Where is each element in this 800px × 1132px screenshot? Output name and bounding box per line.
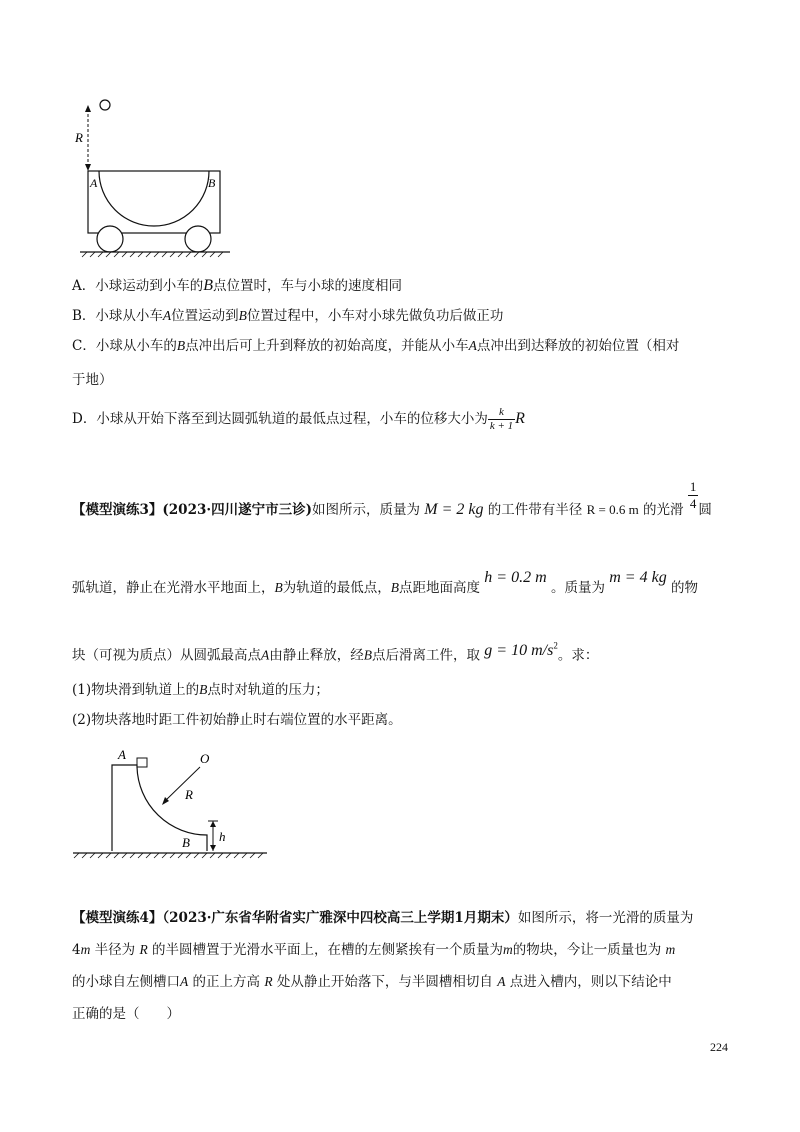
q3-sub2: (2)物块落地时距工件初始静止时右端位置的水平距离。 (72, 712, 402, 728)
svg-text:B: B (208, 176, 216, 190)
q4-line4: 正确的是（ ） (72, 1006, 180, 1022)
option-d: D．小球从开始下落至到达圆弧轨道的最低点过程，小车的位移大小为 $\frac{k}{k + 1}$ R (72, 406, 525, 432)
svg-text:B: B (182, 835, 190, 850)
workpiece (112, 765, 207, 851)
svg-text:A: A (118, 747, 126, 762)
q4-line3: 的小球自左侧槽口A 的正上方高 R 处从静止开始落下，与半圆槽相切自 A 点进入槽内，则以下结论中 (72, 974, 672, 990)
svg-text:A: A (90, 176, 98, 190)
small-block (137, 758, 147, 767)
svg-text:R: R (185, 787, 193, 802)
fraction-k: $\frac{k}{k + 1}$ (489, 406, 514, 432)
q3-sub1: (1)物块滑到轨道上的B点时对轨道的压力； (72, 682, 329, 698)
option-c: C．小球从小车的B点冲出后可上升到释放的初始高度，并能从小车A点冲出到达释放的初始位置（相对 (72, 338, 680, 354)
ball (100, 100, 110, 110)
wheel-right (185, 226, 211, 252)
svg-text:O: O (200, 751, 210, 766)
option-b: B．小球从小车A位置运动到B位置过程中，小车对小球先做负功后做正功 (72, 308, 504, 324)
option-c-line2: 于地） (72, 372, 113, 388)
q4-line1: 【模型演练4】（2023·广东省华附省实广雅深中四校高三上学期1月期末）如图所示，将一光滑的质量为 (72, 910, 694, 926)
option-a: A．小球运动到小车的B点位置时，车与小球的速度相同 (72, 277, 403, 294)
q3-line1: 【模型演练3】(2023·四川遂宁市三诊)如图所示，质量为 M = 2 kg 的工件带有半径 R = 0.6 m 的光滑 $\frac{1}{4}$ 圆 (72, 479, 712, 518)
fraction-quarter: $\frac{1}{4}$ (689, 479, 697, 511)
q3-line3: 块（可视为质点）从圆弧最高点A由静止释放，经B点后滑离工件，取 g = 10 $m/s^2$。求： (72, 641, 599, 664)
svg-text:h: h (219, 829, 226, 844)
q3-tag: 【模型演练3】 (72, 502, 163, 518)
q4-tag: 【模型演练4】 (72, 910, 163, 926)
wheel-left (97, 226, 123, 252)
q4-line2: 4m 半径为 R 的半圆槽置于光滑水平面上，在槽的左侧紧挨有一个质量为m的物块，今让一质量也为 m (72, 942, 676, 958)
figure-arc-workpiece (70, 745, 270, 860)
label-R: R (75, 130, 83, 145)
q3-line2: 弧轨道，静止在光滑水平地面上，B为轨道的最低点，B点距地面高度 h = 0.2 m 。质量为 m = 4 kg 的物 (72, 569, 698, 596)
figure-cart-groove (70, 95, 240, 260)
page-number: 224 (710, 1040, 728, 1054)
